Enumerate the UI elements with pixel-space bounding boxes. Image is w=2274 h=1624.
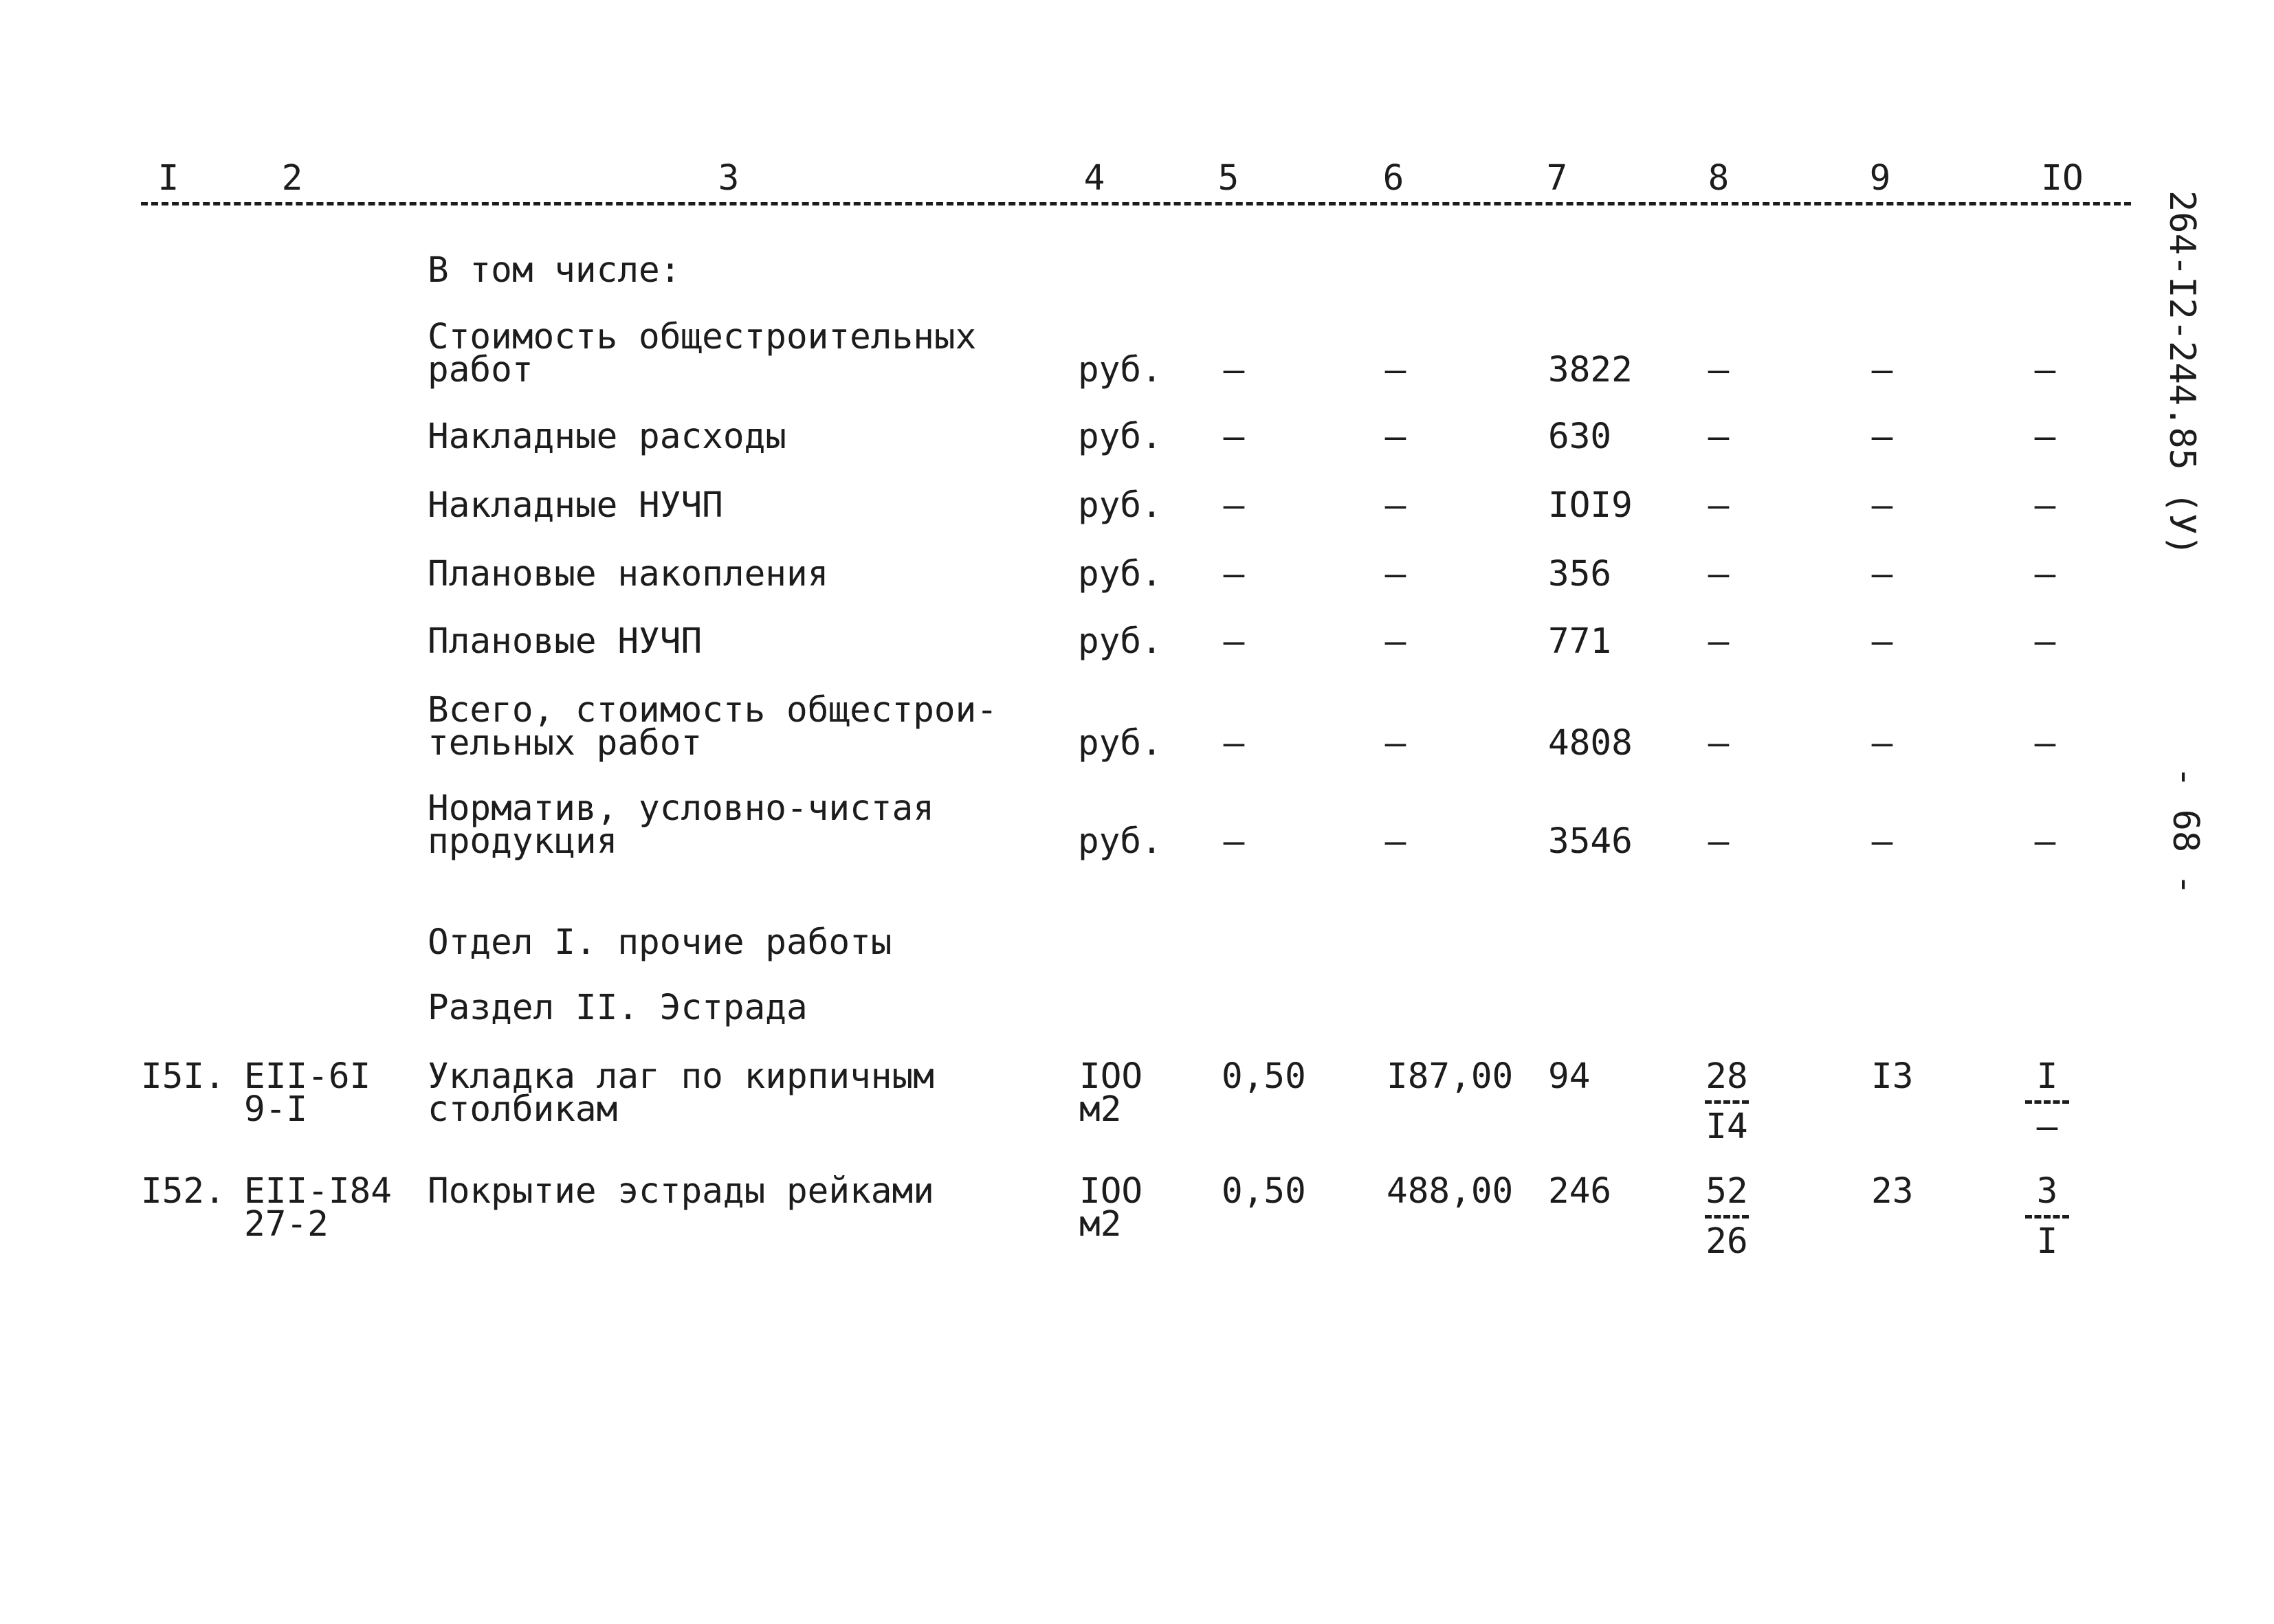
cost-row-label: Накладные НУЧП — [428, 485, 723, 526]
cost-row-col5: – — [1223, 723, 1245, 764]
column-header-2: 2 — [281, 158, 303, 199]
work-row-code: EII-I84 — [244, 1171, 392, 1212]
cost-row-col5: – — [1223, 621, 1245, 662]
cost-row-col6: – — [1384, 621, 1406, 662]
cost-row-label: Накладные расходы — [428, 416, 786, 457]
cost-row-unit: руб. — [1078, 416, 1162, 457]
work-row-col9: 23 — [1871, 1171, 1914, 1212]
page-number-vertical: - 68 - — [2165, 766, 2206, 896]
cost-row-col7: 771 — [1548, 621, 1612, 662]
cost-row-unit: руб. — [1078, 485, 1162, 526]
cost-row-col8: – — [1708, 416, 1730, 457]
work-row-code: EII-6I — [244, 1056, 371, 1097]
cost-row-col5: – — [1223, 350, 1245, 390]
document-code-vertical: 264-I2-244.85 (У) — [2161, 190, 2203, 557]
column-header-7: 7 — [1546, 158, 1568, 199]
cost-row-col6: – — [1384, 723, 1406, 764]
cost-row-label: Плановые НУЧП — [428, 621, 703, 662]
fraction-bar — [2025, 1100, 2069, 1104]
fraction-bar — [2025, 1215, 2069, 1219]
cost-row-label: Всего, стоимость общестрои- — [428, 690, 998, 731]
fraction-denominator: I — [2036, 1221, 2058, 1262]
cost-row-col10: – — [2034, 723, 2056, 764]
cost-row-col6: – — [1384, 350, 1406, 390]
department-heading: Отдел I. прочие работы — [428, 922, 892, 963]
cost-row-label: Плановые накопления — [428, 554, 829, 594]
fraction-numerator: I — [2036, 1056, 2058, 1097]
cost-row-col9: – — [1871, 485, 1893, 526]
cost-row-col5: – — [1223, 485, 1245, 526]
column-header-3: 3 — [718, 158, 740, 199]
header-rule — [141, 202, 2131, 205]
section-heading: Раздел II. Эстрада — [428, 988, 808, 1028]
cost-row-label: Стоимость общестроительных — [428, 317, 977, 357]
cost-row-col7: 4808 — [1548, 723, 1633, 764]
work-row-col6: I87,00 — [1387, 1056, 1514, 1097]
cost-row-col10: – — [2034, 350, 2056, 390]
cost-row-col5: – — [1223, 416, 1245, 457]
cost-row-col8: – — [1708, 485, 1730, 526]
cost-row-col9: – — [1871, 821, 1893, 862]
cost-row-col8: – — [1708, 350, 1730, 390]
cost-row-label: Норматив, условно-чистая — [428, 788, 934, 829]
cost-row-col8: – — [1708, 821, 1730, 862]
cost-row-col10: – — [2034, 485, 2056, 526]
work-row-col6: 488,00 — [1387, 1171, 1514, 1212]
column-header-8: 8 — [1708, 158, 1730, 199]
work-row-number: I52. — [141, 1171, 225, 1212]
cost-row-col9: – — [1871, 723, 1893, 764]
fraction-numerator: 28 — [1706, 1056, 1748, 1097]
cost-row-unit: руб. — [1078, 350, 1162, 390]
cost-row-col6: – — [1384, 416, 1406, 457]
cost-row-unit: руб. — [1078, 821, 1162, 862]
work-row-description: Покрытие эстрады рейками — [428, 1171, 934, 1212]
cost-row-col6: – — [1384, 554, 1406, 594]
subtitle: В том числе: — [428, 250, 681, 291]
cost-row-unit: руб. — [1078, 621, 1162, 662]
cost-row-col7: 356 — [1548, 554, 1612, 594]
column-header-9: 9 — [1869, 158, 1891, 199]
cost-row-label: продукция — [428, 821, 618, 862]
cost-row-col8: – — [1708, 621, 1730, 662]
work-row-description: Укладка лаг по кирпичным — [428, 1056, 934, 1097]
column-header-6: 6 — [1382, 158, 1404, 199]
column-header-10: IO — [2041, 158, 2084, 199]
fraction-numerator: 3 — [2036, 1171, 2058, 1212]
work-row-code: 9-I — [244, 1089, 308, 1130]
cost-row-col8: – — [1708, 723, 1730, 764]
cost-row-col5: – — [1223, 554, 1245, 594]
cost-row-col7: IOI9 — [1548, 485, 1633, 526]
cost-row-col7: 3822 — [1548, 350, 1633, 390]
work-row-col9: I3 — [1871, 1056, 1914, 1097]
cost-row-col9: – — [1871, 350, 1893, 390]
fraction-denominator: – — [2036, 1106, 2058, 1147]
work-row-description: столбикам — [428, 1089, 618, 1130]
work-row-col7: 246 — [1548, 1171, 1612, 1212]
work-row-col10-fraction — [2013, 1171, 2082, 1262]
column-header-5: 5 — [1217, 158, 1239, 199]
fraction-bar — [1705, 1215, 1749, 1219]
cost-row-label: работ — [428, 350, 533, 390]
cost-row-col10: – — [2034, 621, 2056, 662]
work-row-col5: 0,50 — [1222, 1171, 1306, 1212]
fraction-denominator: I4 — [1706, 1106, 1748, 1147]
work-row-number: I5I. — [141, 1056, 225, 1097]
work-row-col5: 0,50 — [1222, 1056, 1306, 1097]
cost-row-col8: – — [1708, 554, 1730, 594]
column-header-4: 4 — [1083, 158, 1105, 199]
cost-row-col9: – — [1871, 554, 1893, 594]
cost-row-unit: руб. — [1078, 554, 1162, 594]
column-header-1: I — [157, 158, 179, 199]
fraction-denominator: 26 — [1706, 1221, 1748, 1262]
cost-row-col10: – — [2034, 821, 2056, 862]
cost-row-col7: 630 — [1548, 416, 1612, 457]
cost-row-col5: – — [1223, 821, 1245, 862]
cost-row-col7: 3546 — [1548, 821, 1633, 862]
cost-row-col9: – — [1871, 416, 1893, 457]
work-row-col8-fraction — [1692, 1171, 1761, 1262]
work-row-col10-fraction — [2013, 1056, 2082, 1147]
fraction-bar — [1705, 1100, 1749, 1104]
work-row-unit: м2 — [1079, 1089, 1122, 1130]
work-row-col8-fraction — [1692, 1056, 1761, 1147]
cost-row-col10: – — [2034, 416, 2056, 457]
work-row-code: 27-2 — [244, 1204, 329, 1245]
work-row-unit: IOO — [1079, 1171, 1143, 1212]
work-row-unit: м2 — [1079, 1204, 1122, 1245]
cost-row-col6: – — [1384, 485, 1406, 526]
cost-row-col9: – — [1871, 621, 1893, 662]
work-row-unit: IOO — [1079, 1056, 1143, 1097]
cost-row-unit: руб. — [1078, 723, 1162, 764]
cost-row-col10: – — [2034, 554, 2056, 594]
work-row-col7: 94 — [1548, 1056, 1591, 1097]
fraction-numerator: 52 — [1706, 1171, 1748, 1212]
cost-row-label: тельных работ — [428, 723, 703, 764]
cost-row-col6: – — [1384, 821, 1406, 862]
